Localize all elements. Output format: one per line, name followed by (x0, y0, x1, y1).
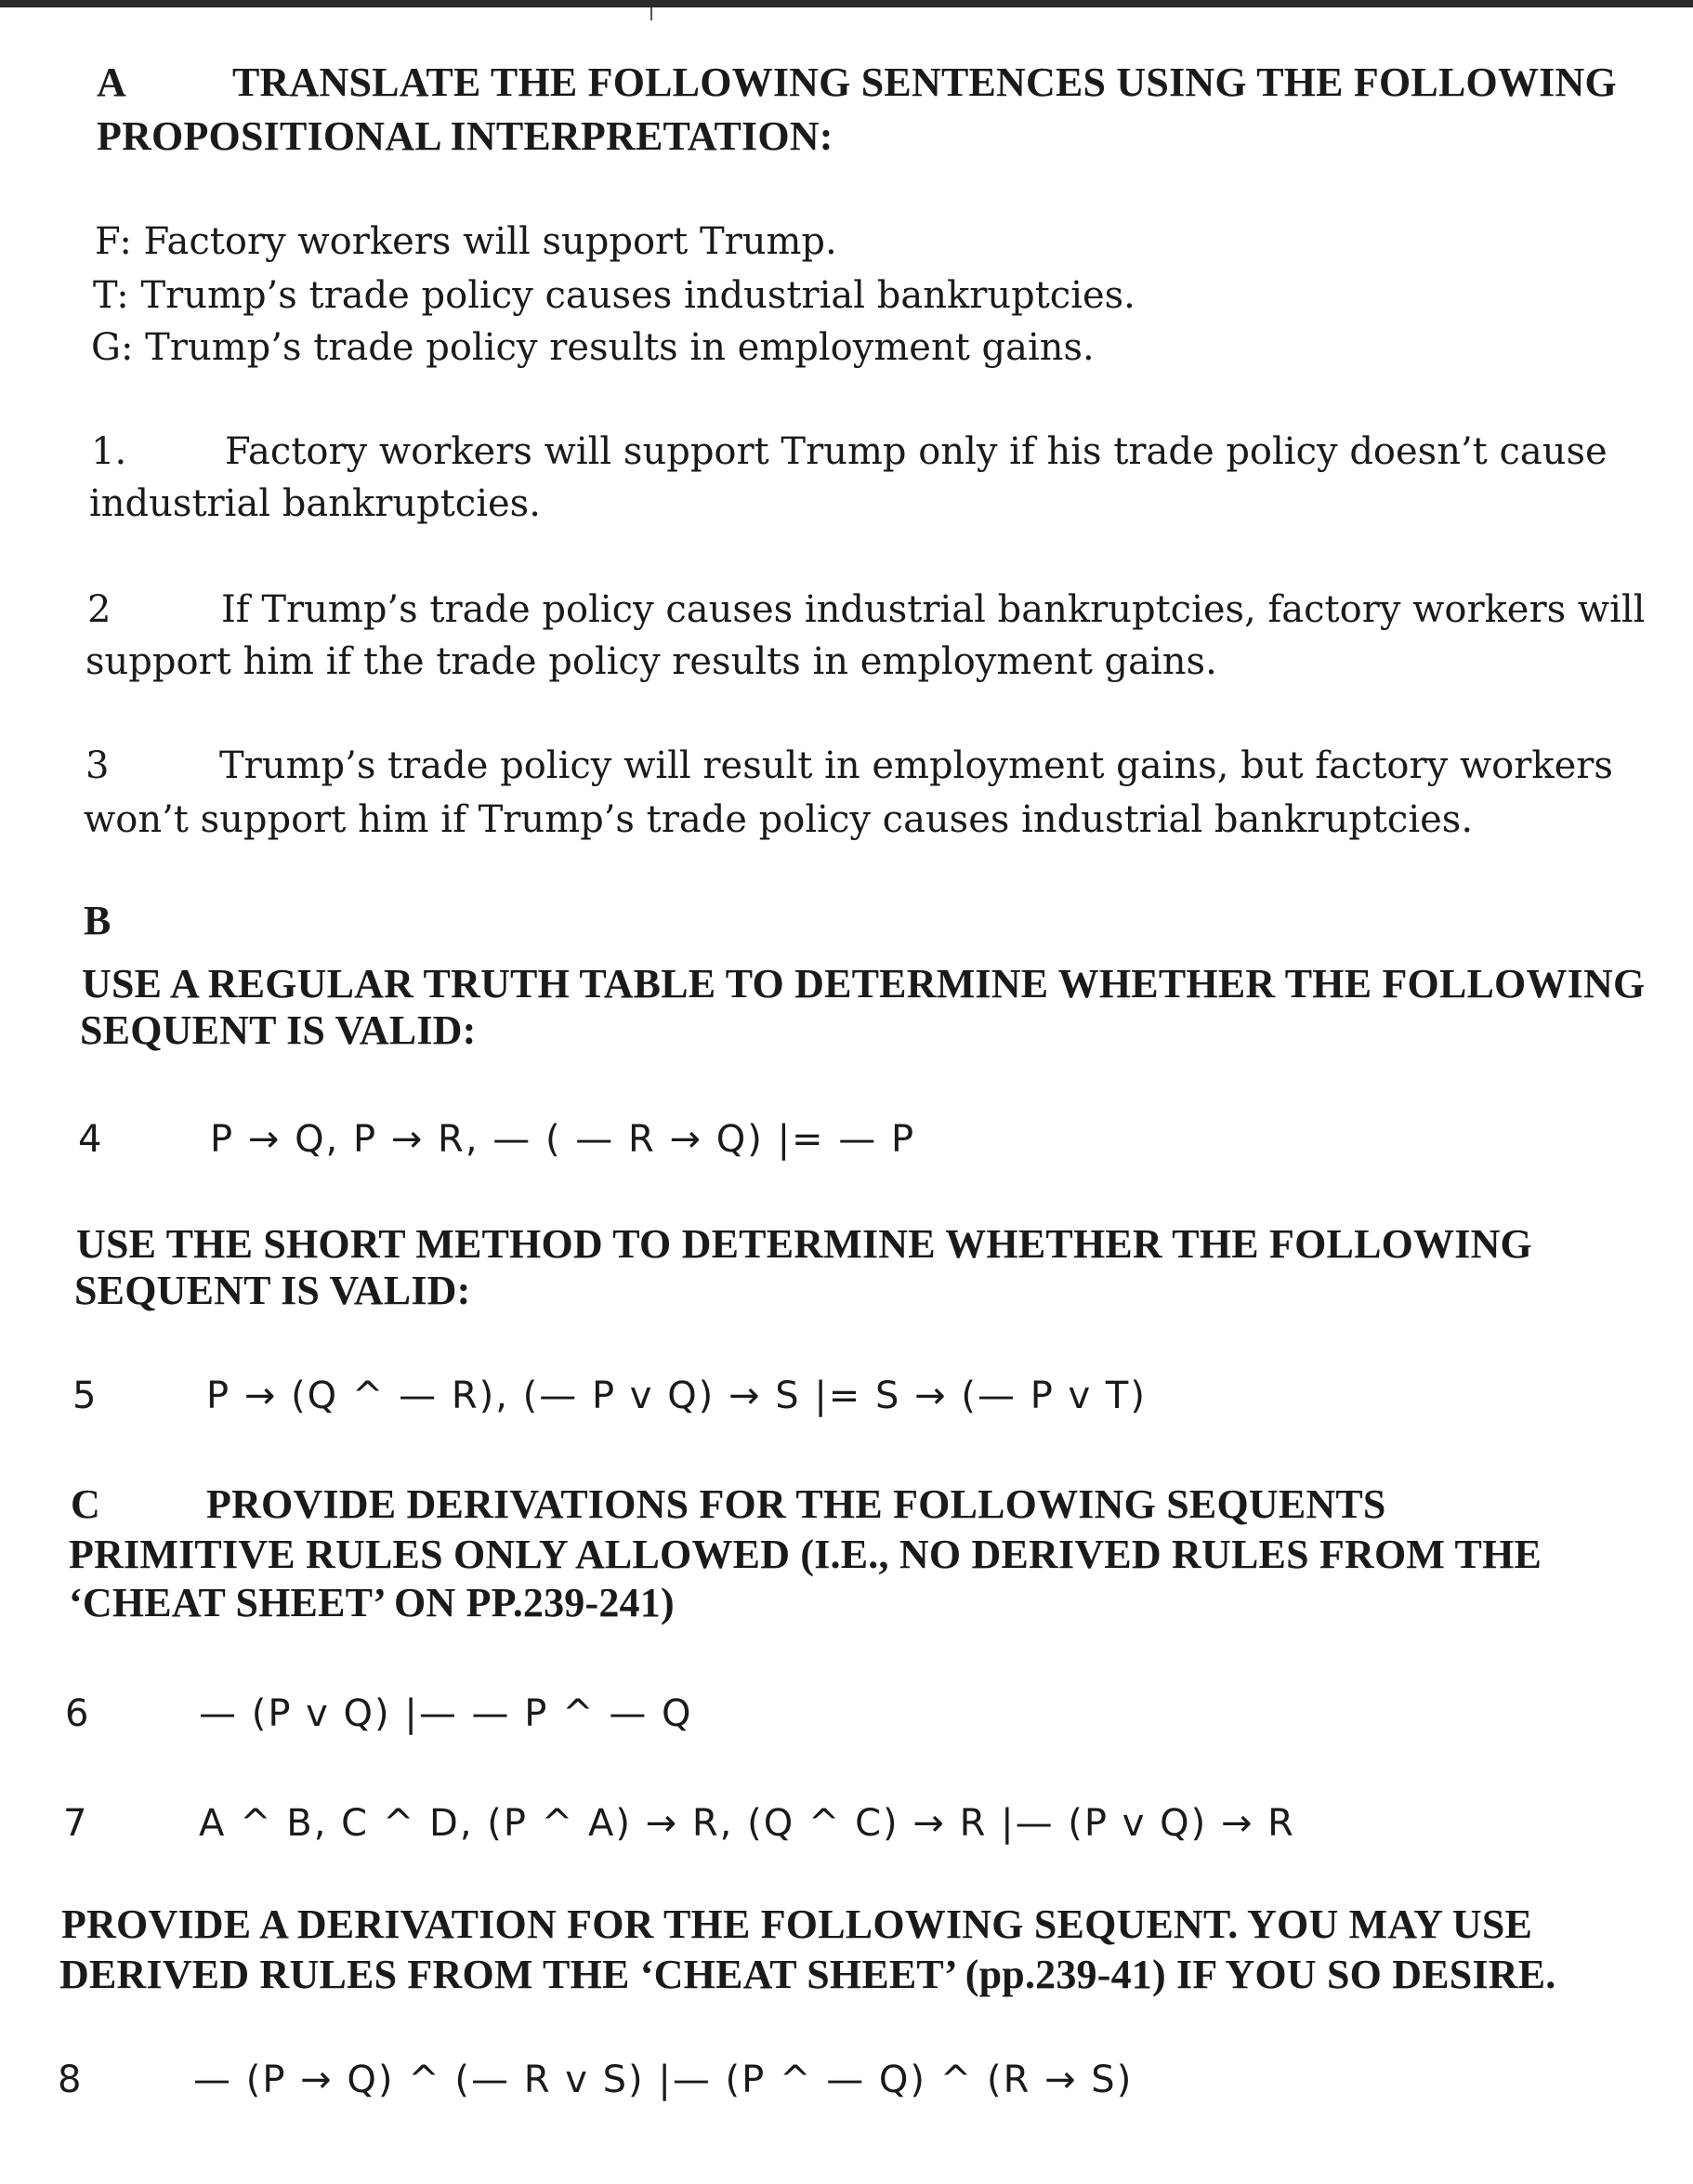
derived-rules-instruction-line2: DERIVED RULES FROM THE ‘CHEAT SHEET’ (pp.239-41) IF YOU SO DESIRE. (59, 1952, 1556, 1997)
section-c-heading-line1 (71, 1480, 1386, 1530)
truth-table-instruction-line2: SEQUENT IS VALID: (80, 1007, 477, 1053)
section-b-letter: B (84, 898, 112, 943)
question-4-formula: P → Q, P → R, — ( — R → Q) |= — P (210, 1118, 916, 1161)
question-1-text-line2: industrial bankruptcies. (89, 482, 541, 525)
interpretation-t: T: Trump’s trade policy causes industrial bankruptcies. (93, 274, 1135, 317)
question-7-row (63, 1799, 1295, 1848)
section-a-heading-line1 (97, 58, 1617, 108)
question-5-number: 5 (72, 1375, 97, 1417)
question-6-formula: — (P v Q) |— — P ^ — Q (199, 1692, 693, 1735)
truth-table-instruction-line1: USE A REGULAR TRUTH TABLE TO DETERMINE WHETHER THE FOLLOWING (82, 961, 1646, 1006)
short-method-instruction-line2: SEQUENT IS VALID: (74, 1268, 471, 1313)
question-2-text-line1: If Trump’s trade policy causes industrial bankruptcies, factory workers will (221, 588, 1646, 631)
section-c-title-line1: PROVIDE DERIVATIONS FOR THE FOLLOWING SEQUENTS (206, 1481, 1386, 1527)
question-2-line1 (87, 585, 1645, 634)
question-1-number: 1. (91, 430, 127, 473)
question-4-row (78, 1115, 915, 1164)
derived-rules-instruction-line1: PROVIDE A DERIVATION FOR THE FOLLOWING SEQUENT. YOU MAY USE (61, 1901, 1533, 1947)
section-c-title-line2: PRIMITIVE RULES ONLY ALLOWED (I.E., NO DERIVED RULES FROM THE (69, 1532, 1542, 1577)
question-6-number: 6 (65, 1692, 89, 1735)
question-6-row (65, 1690, 693, 1738)
question-5-row (72, 1372, 1147, 1420)
question-3-text-line1: Trump’s trade policy will result in employment gains, but factory workers (219, 744, 1613, 787)
interpretation-f: F: Factory workers will support Trump. (95, 220, 837, 263)
question-2-text-line2: support him if the trade policy results in employment gains. (85, 640, 1217, 683)
question-3-number: 3 (85, 744, 110, 787)
section-a-title-line2: PROPOSITIONAL INTERPRETATION: (97, 113, 833, 159)
interpretation-g: G: Trump’s trade policy results in employment gains. (91, 326, 1095, 369)
question-1-text-line1: Factory workers will support Trump only if his trade policy doesn’t cause (225, 430, 1608, 473)
question-8-row (58, 2056, 1133, 2104)
question-8-formula: — (P → Q) ^ (— R v S) |— (P ^ — Q) ^ (R → S) (193, 2059, 1134, 2101)
question-3-text-line2: won’t support him if Trump’s trade policy causes industrial bankruptcies. (84, 798, 1474, 841)
section-c-title-line3: ‘CHEAT SHEET’ ON PP.239-241) (69, 1580, 675, 1625)
short-method-instruction-line1: USE THE SHORT METHOD TO DETERMINE WHETHER THE FOLLOWING (76, 1221, 1532, 1267)
question-4-number: 4 (78, 1118, 102, 1161)
question-1-line1 (91, 428, 1608, 476)
question-7-formula: A ^ B, C ^ D, (P ^ A) → R, (Q ^ C) → R |— (P v Q) → R (199, 1802, 1295, 1845)
section-a-letter: A (97, 59, 126, 105)
section-c-letter: C (71, 1481, 100, 1527)
question-3-line1 (85, 742, 1613, 790)
question-7-number: 7 (63, 1802, 87, 1845)
section-a-title-line1: TRANSLATE THE FOLLOWING SENTENCES USING THE FOLLOWING (232, 59, 1617, 105)
question-5-formula: P → (Q ^ — R), (— P v Q) → S |= S → (— P v T) (206, 1375, 1147, 1417)
question-8-number: 8 (58, 2059, 82, 2101)
question-2-number: 2 (87, 588, 112, 631)
